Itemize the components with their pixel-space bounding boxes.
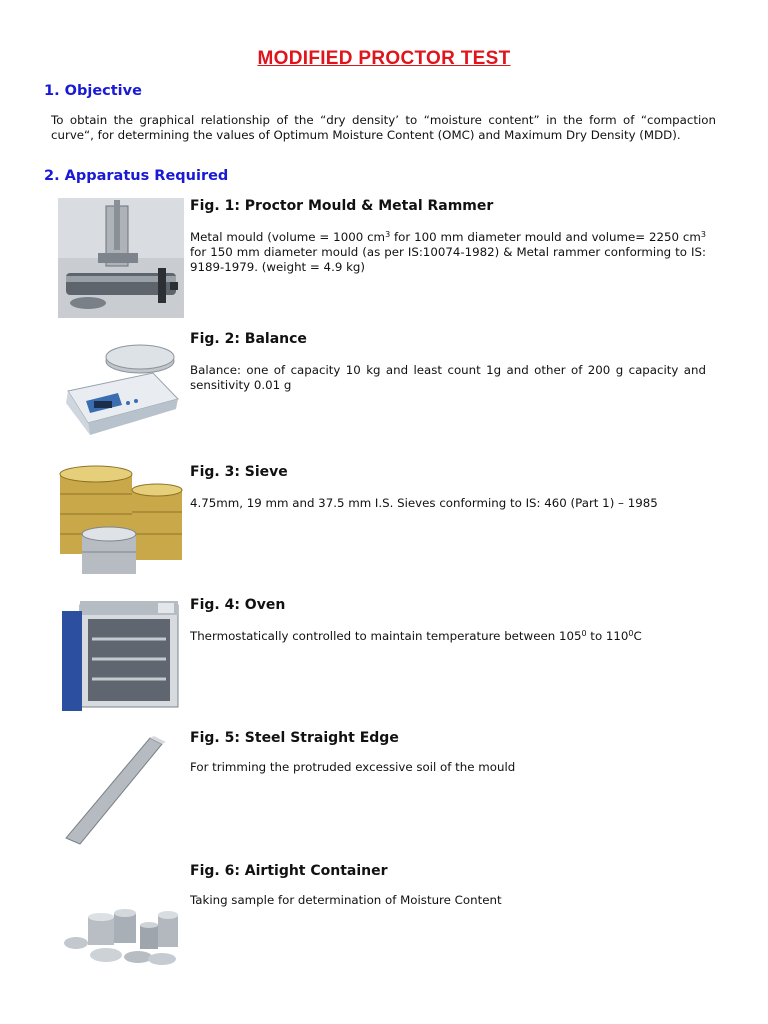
figure-description: 4.75mm, 19 mm and 37.5 mm I.S. Sieves conforming to IS: 460 (Part 1) – 1985	[190, 496, 658, 510]
figure-title: Fig. 6: Airtight Container	[190, 863, 388, 879]
figure-description: Balance: one of capacity 10 kg and least count 1g and other of 200 g capacity and sensitivity 0.01 g	[190, 363, 706, 392]
proctor-mould-photo-icon	[58, 198, 184, 318]
figure-title: Fig. 3: Sieve	[190, 464, 288, 480]
container-photo-icon	[58, 863, 184, 983]
figure-title: Fig. 1: Proctor Mould & Metal Rammer	[190, 198, 494, 214]
figure-title: Fig. 5: Steel Straight Edge	[190, 730, 399, 746]
figure-description: Taking sample for determination of Moisture Content	[190, 893, 502, 907]
oven-photo-icon	[58, 597, 184, 717]
objective-heading: 1. Objective	[44, 83, 142, 99]
figure-title: Fig. 4: Oven	[190, 597, 286, 613]
apparatus-heading: 2. Apparatus Required	[44, 168, 229, 184]
document-title: MODIFIED PROCTOR TEST	[257, 48, 511, 69]
objective-text: To obtain the graphical relationship of the “dry density’ to “moisture content” in the form of “compaction curve“, for determining the values of Optimum Moisture Content (OMC) and Maximum Dry Density (MDD).	[51, 113, 716, 142]
figure-oven	[58, 597, 718, 717]
figure-proctor-mould	[58, 198, 718, 318]
figure-straight-edge	[58, 730, 718, 850]
figure-description: Thermostatically controlled to maintain temperature between $105^0$ to $110^0C$	[190, 629, 642, 643]
sieve-photo-icon	[58, 464, 184, 584]
balance-photo-icon	[58, 331, 184, 451]
figure-description: For trimming the protruded excessive soil of the mould	[190, 760, 516, 774]
figure-title: Fig. 2: Balance	[190, 331, 307, 347]
figure-sieve	[58, 464, 718, 584]
straight-edge-photo-icon	[58, 730, 184, 850]
figure-balance	[58, 331, 718, 451]
figure-description: Metal mould (volume = 1000 $cm^3$ for 100 mm diameter mould and volume= 2250 $cm^3$ for 150 mm diameter mould (as per IS:10074-1982) & Metal rammer conforming to IS: 9189-1979. (weight = 4.9 kg)	[190, 230, 706, 274]
figure-airtight-container	[58, 863, 718, 983]
